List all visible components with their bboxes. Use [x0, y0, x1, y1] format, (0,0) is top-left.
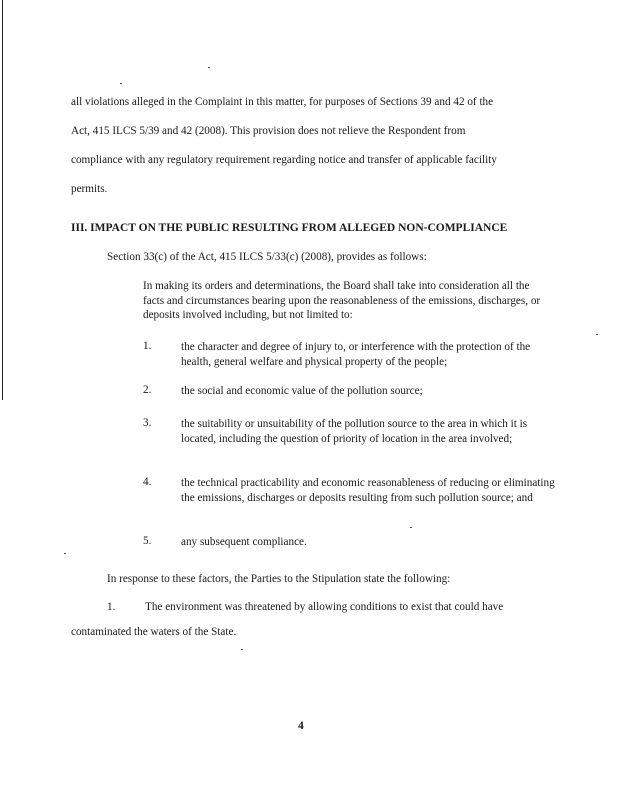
scan-speck	[64, 553, 66, 554]
body-line-1: all violations alleged in the Complaint in this matter, for purposes of Sections 39 and 42 of the	[71, 96, 494, 108]
scan-speck	[596, 334, 598, 335]
scan-speck	[208, 67, 210, 68]
page-number: 4	[298, 720, 304, 732]
body-line-4: permits.	[71, 183, 108, 195]
response-item-number: 1.	[107, 601, 116, 613]
factor-number-4: 4.	[143, 476, 152, 488]
factor-text-5: any subsequent compliance.	[181, 536, 307, 548]
body-line-2: Act, 415 ILCS 5/39 and 42 (2008). This provision does not relieve the Respondent from	[71, 125, 466, 137]
factor-number-2: 2.	[143, 384, 152, 396]
section-intro: Section 33(c) of the Act, 415 ILCS 5/33(c) (2008), provides as follows:	[107, 251, 427, 263]
scan-speck	[410, 527, 412, 528]
factor-text-1: the character and degree of injury to, or interference with the protection of the health, general welfare and physical property of the people;	[181, 341, 531, 368]
left-margin-scan-line	[2, 0, 3, 400]
factor-number-3: 3.	[143, 417, 152, 429]
body-line-3: compliance with any regulatory requirement regarding notice and transfer of applicable facility	[71, 154, 497, 166]
scan-speck	[120, 83, 122, 84]
section-heading: III. IMPACT ON THE PUBLIC RESULTING FROM ALLEGED NON-COMPLIANCE	[71, 222, 508, 234]
scan-speck	[241, 649, 243, 650]
factor-text-4: the technical practicability and economic reasonableness of reducing or eliminating the emissions, discharges or deposits resulting from such pollution source; and	[181, 477, 555, 504]
statute-quote: In making its orders and determinations, the Board shall take into consideration all the facts and circumstances bearing upon the reasonableness of the emissions, discharges, or deposits involved including, but not limited to:	[143, 280, 541, 321]
response-item-line-2: contaminated the waters of the State.	[71, 626, 237, 638]
factor-number-1: 1.	[143, 340, 152, 352]
factor-text-2: the social and economic value of the pollution source;	[181, 385, 423, 397]
factor-text-3: the suitability or unsuitability of the pollution source to the area in which it is located, including the question of priority of location in the area involved;	[181, 418, 528, 445]
response-item-line-1: The environment was threatened by allowing conditions to exist that could have	[145, 601, 504, 613]
response-intro: In response to these factors, the Parties to the Stipulation state the following:	[107, 573, 451, 585]
factor-number-5: 5.	[143, 535, 152, 547]
